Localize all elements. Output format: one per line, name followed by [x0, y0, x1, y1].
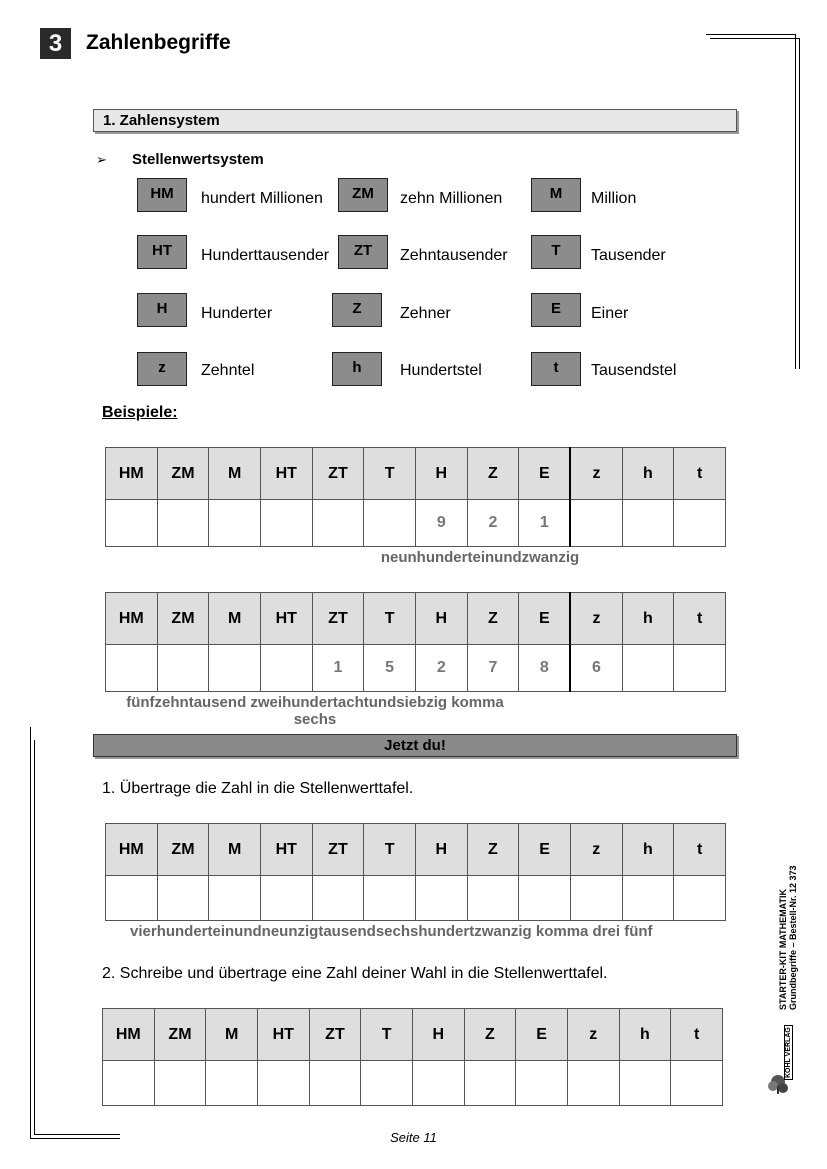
table-header-cell: E [519, 448, 571, 500]
pv-label-hundredth: Hundertstel [400, 362, 482, 379]
table-input-cell[interactable] [671, 1061, 723, 1106]
table-header-row [106, 448, 726, 500]
table-header-cell: E [519, 824, 571, 876]
table-header-cell: z [570, 593, 622, 645]
table-cell [570, 500, 622, 547]
example-caption-1: neunhunderteinundzwanzig [380, 549, 580, 566]
pv-label-h: Hunderter [201, 305, 273, 322]
task-1-caption: vierhunderteinundneunzigtausendsechshundertzwanzig komma drei fünf [130, 923, 653, 940]
table-row [106, 500, 726, 547]
table-header-cell: H [412, 1009, 464, 1061]
example-caption-2: fünfzehntausend zweihundertachtundsiebzig komma sechs [126, 694, 504, 728]
table-cell: 8 [519, 645, 571, 692]
section-header [93, 109, 737, 132]
table-header-cell: h [622, 824, 674, 876]
pv-box-zm: ZM [338, 178, 388, 212]
table-input-cell[interactable] [106, 876, 158, 921]
table-input-cell[interactable] [312, 876, 364, 921]
pv-box-hundredth: h [332, 352, 382, 386]
sidebar-imprint [778, 865, 798, 1010]
pv-box-thousandth: t [531, 352, 581, 386]
table-row [106, 645, 726, 692]
table-input-cell[interactable] [467, 876, 519, 921]
bullet-arrow-icon: ➢ [96, 152, 107, 167]
table-header-cell: HM [103, 1009, 155, 1061]
table-cell [157, 500, 209, 547]
table-input-cell[interactable] [364, 876, 416, 921]
table-cell [209, 500, 261, 547]
table-header-cell: HM [106, 824, 158, 876]
page-number: Seite 11 [390, 1130, 437, 1145]
table-cell: 1 [519, 500, 571, 547]
table-cell [157, 645, 209, 692]
table-header-cell: T [361, 1009, 413, 1061]
frame-line [706, 34, 796, 35]
table-cell [209, 645, 261, 692]
table-cell: 2 [467, 500, 519, 547]
section-title: 1. Zahlensystem [103, 112, 220, 129]
table-header-row [103, 1009, 723, 1061]
pv-box-e: E [531, 293, 581, 327]
table-header-cell: z [570, 824, 622, 876]
pv-label-zm: zehn Millionen [400, 190, 503, 207]
table-input-cell[interactable] [361, 1061, 413, 1106]
table-header-cell: ZM [157, 824, 209, 876]
frame-line [34, 740, 35, 1134]
table-input-cell[interactable] [309, 1061, 361, 1106]
sidebar-line-2: Grundbegriffe – Bestell-Nr. 12 373 [788, 865, 798, 1010]
table-header-cell: HM [106, 593, 158, 645]
table-cell [312, 500, 364, 547]
table-header-cell: HT [260, 448, 312, 500]
frame-line [799, 38, 800, 369]
table-input-cell[interactable] [412, 1061, 464, 1106]
table-header-cell: t [674, 593, 726, 645]
table-header-cell: T [364, 448, 416, 500]
table-input-cell[interactable] [257, 1061, 309, 1106]
table-header-cell: ZM [154, 1009, 206, 1061]
table-input-cell[interactable] [206, 1061, 258, 1106]
table-header-cell: ZM [157, 448, 209, 500]
table-row [103, 1061, 723, 1106]
table-header-row [106, 593, 726, 645]
table-input-cell[interactable] [260, 876, 312, 921]
task-1-table [105, 823, 726, 921]
table-header-cell: h [622, 593, 674, 645]
pv-box-t: T [531, 235, 581, 269]
pv-label-m: Million [591, 190, 637, 207]
pv-box-m: M [531, 178, 581, 212]
table-cell [622, 500, 674, 547]
pv-label-t: Tausender [591, 247, 666, 264]
table-input-cell[interactable] [415, 876, 467, 921]
table-header-cell: HT [260, 824, 312, 876]
table-cell [106, 645, 158, 692]
table-input-cell[interactable] [567, 1061, 619, 1106]
table-header-cell: H [415, 824, 467, 876]
pv-label-ht: Hunderttausender [201, 247, 330, 264]
table-cell: 9 [415, 500, 467, 547]
table-header-cell: M [209, 824, 261, 876]
table-cell [622, 645, 674, 692]
table-cell: 2 [415, 645, 467, 692]
pv-box-zt: ZT [338, 235, 388, 269]
table-header-cell: M [209, 448, 261, 500]
table-input-cell[interactable] [516, 1061, 568, 1106]
table-cell [674, 500, 726, 547]
table-cell: 7 [467, 645, 519, 692]
table-cell: 1 [312, 645, 364, 692]
table-header-cell: ZT [312, 824, 364, 876]
example-table-2 [105, 592, 726, 692]
table-input-cell[interactable] [209, 876, 261, 921]
table-header-row [106, 824, 726, 876]
table-header-cell: ZT [312, 593, 364, 645]
sidebar-line-1: STARTER-KIT MATHEMATIK [778, 889, 788, 1010]
example-table-1 [105, 447, 726, 547]
table-cell: 5 [364, 645, 416, 692]
table-header-cell: HM [106, 448, 158, 500]
pv-label-hm: hundert Millionen [201, 190, 323, 207]
frame-line [30, 727, 31, 1138]
table-header-cell: t [674, 448, 726, 500]
publisher-name: KOHL VERLAG [785, 1027, 792, 1078]
table-row [106, 876, 726, 921]
table-header-cell: ZT [312, 448, 364, 500]
pv-label-zt: Zehntausender [400, 247, 508, 264]
table-header-cell: E [519, 593, 571, 645]
table-header-cell: Z [467, 593, 519, 645]
table-header-cell: Z [467, 448, 519, 500]
chapter-number: 3 [40, 28, 71, 59]
frame-line [710, 38, 800, 39]
table-cell [106, 500, 158, 547]
task-2-text: 2. Schreibe und übertrage eine Zahl deiner Wahl in die Stellenwerttafel. [102, 965, 608, 982]
table-cell [674, 645, 726, 692]
table-header-cell: h [619, 1009, 671, 1061]
table-header-cell: t [674, 824, 726, 876]
exercise-title: Jetzt du! [384, 737, 446, 754]
pv-box-h: H [137, 293, 187, 327]
table-input-cell[interactable] [519, 876, 571, 921]
table-header-cell: H [415, 448, 467, 500]
table-input-cell[interactable] [157, 876, 209, 921]
pv-label-thousandth: Tausendstel [591, 362, 677, 379]
pv-box-z: Z [332, 293, 382, 327]
table-header-cell: h [622, 448, 674, 500]
pv-box-hm: HM [137, 178, 187, 212]
frame-line [795, 34, 796, 369]
table-header-cell: T [364, 593, 416, 645]
table-header-cell: t [671, 1009, 723, 1061]
table-input-cell[interactable] [154, 1061, 206, 1106]
examples-heading: Beispiele: [102, 404, 178, 421]
table-header-cell: Z [467, 824, 519, 876]
table-header-cell: M [206, 1009, 258, 1061]
table-input-cell[interactable] [622, 876, 674, 921]
table-header-cell: T [364, 824, 416, 876]
table-header-cell: HT [260, 593, 312, 645]
table-cell [260, 500, 312, 547]
task-2-table [102, 1008, 723, 1106]
table-input-cell[interactable] [674, 876, 726, 921]
chapter-title: Zahlenbegriffe [86, 31, 231, 54]
table-cell [260, 645, 312, 692]
table-header-cell: E [516, 1009, 568, 1061]
table-header-cell: HT [257, 1009, 309, 1061]
table-header-cell: z [570, 448, 622, 500]
table-header-cell: Z [464, 1009, 516, 1061]
table-header-cell: ZM [157, 593, 209, 645]
subsection-title: Stellenwertsystem [132, 151, 264, 168]
pv-box-ht: HT [137, 235, 187, 269]
table-header-cell: M [209, 593, 261, 645]
task-1-text: 1. Übertrage die Zahl in die Stellenwerttafel. [102, 780, 414, 797]
table-header-cell: H [415, 593, 467, 645]
pv-box-tenth: z [137, 352, 187, 386]
table-input-cell[interactable] [464, 1061, 516, 1106]
table-cell: 6 [570, 645, 622, 692]
pv-label-tenth: Zehntel [201, 362, 255, 379]
table-input-cell[interactable] [103, 1061, 155, 1106]
pv-label-e: Einer [591, 305, 629, 322]
table-input-cell[interactable] [570, 876, 622, 921]
table-header-cell: z [567, 1009, 619, 1061]
table-header-cell: ZT [309, 1009, 361, 1061]
exercise-header [93, 734, 737, 757]
table-cell [364, 500, 416, 547]
table-input-cell[interactable] [619, 1061, 671, 1106]
pv-label-z: Zehner [400, 305, 451, 322]
